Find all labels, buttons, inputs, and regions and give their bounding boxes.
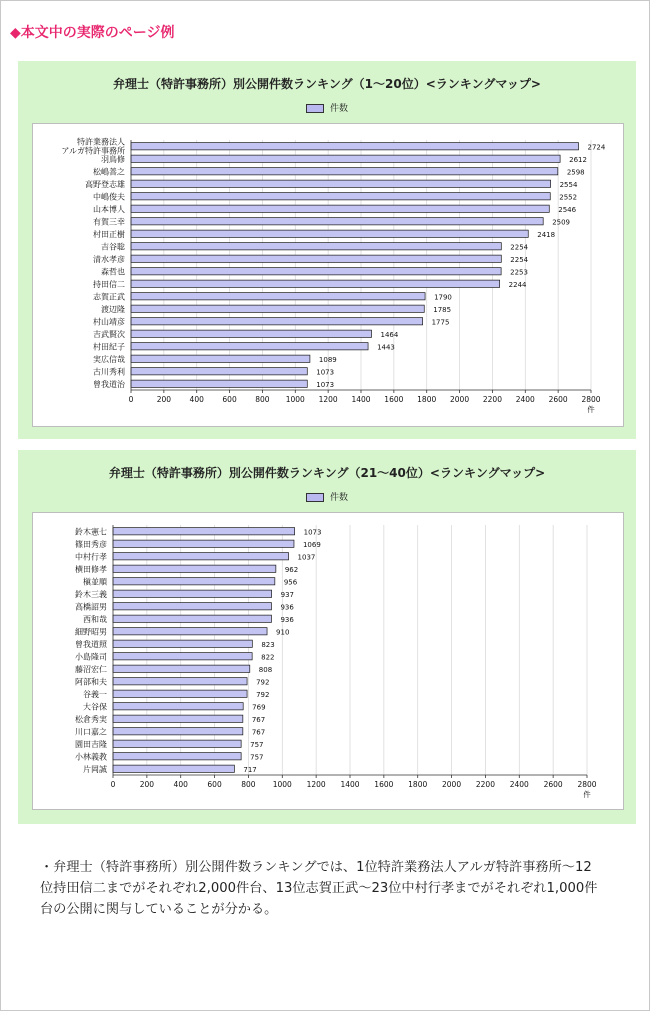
chart-panel-1 — [18, 61, 636, 439]
x-tick-label: 0 — [110, 780, 116, 789]
category-label: 細野昭男 — [75, 627, 107, 637]
category-label: 篠田秀彦 — [75, 539, 107, 549]
bar-chart-1 — [33, 124, 623, 426]
value-label: 767 — [251, 715, 266, 724]
x-tick-label: 1000 — [285, 395, 305, 404]
x-tick-label: 1600 — [384, 395, 404, 404]
bar — [113, 753, 241, 760]
chart-title-1: 弁理士（特許事務所）別公開件数ランキング（1～20位）<ランキングマップ> — [113, 77, 541, 91]
bar — [131, 218, 543, 225]
category-label: 有賀三幸 — [93, 217, 125, 227]
x-tick-label: 1800 — [408, 780, 428, 789]
category-label: 羽鳥修 — [101, 154, 125, 164]
x-tick-label: 1600 — [374, 780, 394, 789]
x-tick-label: 2200 — [475, 780, 495, 789]
value-label: 2546 — [558, 205, 577, 214]
bar — [113, 665, 250, 672]
chart-legend-2 — [18, 490, 636, 503]
category-label: 鈴木憲七 — [75, 527, 107, 537]
x-tick-label: 2600 — [548, 395, 568, 404]
x-tick-label: 2400 — [509, 780, 529, 789]
bar — [113, 653, 252, 660]
bar — [131, 343, 368, 350]
value-label: 769 — [252, 703, 266, 712]
category-label: 村田正樹 — [93, 229, 125, 239]
value-label: 936 — [280, 603, 294, 612]
category-label-line-2: アルガ特許事務所 — [61, 146, 125, 156]
value-label: 2554 — [559, 180, 578, 189]
x-tick-label: 1400 — [340, 780, 360, 789]
x-tick-label: 200 — [139, 780, 155, 789]
x-tick-label: 600 — [222, 395, 237, 404]
category-label: 中嶋俊夫 — [93, 192, 125, 202]
value-label: 2244 — [508, 280, 527, 289]
value-label: 823 — [261, 640, 275, 649]
value-label: 2552 — [559, 193, 578, 202]
bar — [131, 193, 550, 200]
value-label: 1069 — [302, 540, 321, 549]
category-label: 実広信哉 — [93, 354, 125, 364]
value-label: 937 — [280, 590, 294, 599]
value-label: 757 — [250, 753, 264, 762]
x-tick-label: 0 — [128, 395, 134, 404]
category-label: 西和哉 — [83, 614, 107, 624]
category-label: 清水孝彦 — [93, 254, 125, 264]
x-axis-unit: 件 — [583, 790, 591, 799]
category-label: 小島隆司 — [75, 652, 107, 662]
category-label: 阿部和夫 — [75, 677, 107, 687]
x-tick-label: 2000 — [450, 395, 470, 404]
category-label: 川口嘉之 — [75, 727, 107, 737]
bar — [113, 690, 247, 697]
x-tick-label: 2200 — [482, 395, 502, 404]
value-label: 1037 — [297, 553, 316, 562]
summary-note: ・弁理士（特許事務所）別公開件数ランキングでは、1位特許業務法人アルガ特許事務所～12位持田信二までがそれぞれ2,000件台、13位志賀正武～23位中村行孝までがそれぞれ1,000件台の公開に関与していることが分かる。 — [40, 860, 598, 917]
bar — [131, 318, 423, 325]
bar — [113, 740, 241, 747]
x-tick-label: 1200 — [318, 395, 338, 404]
category-label: 古川秀利 — [93, 367, 125, 377]
category-label: 小林義教 — [75, 752, 107, 762]
category-label: 片岡誠 — [83, 764, 107, 774]
category-label: 横田修孝 — [75, 564, 107, 574]
value-label: 2509 — [552, 218, 571, 227]
bar — [131, 230, 528, 237]
bar — [113, 628, 267, 635]
legend-swatch-2 — [306, 493, 324, 502]
x-tick-label: 2600 — [543, 780, 563, 789]
value-label: 2254 — [510, 255, 529, 264]
bar — [131, 305, 424, 312]
value-label: 1073 — [303, 528, 322, 537]
value-label: 936 — [280, 615, 294, 624]
bar — [113, 640, 252, 647]
bar — [113, 715, 243, 722]
bar — [113, 615, 271, 622]
category-label: 森哲也 — [101, 267, 125, 277]
value-label: 962 — [284, 565, 299, 574]
value-label: 808 — [258, 665, 273, 674]
value-label: 2418 — [537, 230, 556, 239]
bar — [113, 540, 294, 547]
x-tick-label: 600 — [207, 780, 222, 789]
bar — [113, 603, 271, 610]
bar — [131, 330, 372, 337]
category-label: 村田紀子 — [93, 342, 125, 352]
x-axis-unit: 件 — [587, 405, 595, 414]
category-label: 槇並順 — [83, 577, 107, 587]
bar — [113, 553, 289, 560]
x-tick-label: 2000 — [442, 780, 462, 789]
bar — [131, 205, 549, 212]
bar — [113, 578, 275, 585]
value-label: 1785 — [433, 305, 452, 314]
category-label: 園田吉隆 — [75, 739, 107, 749]
category-label: 渡辺隆 — [101, 304, 125, 314]
bar — [131, 143, 579, 150]
bar — [131, 243, 501, 250]
value-label: 717 — [243, 765, 257, 774]
value-label: 1775 — [431, 318, 450, 327]
bar — [113, 703, 243, 710]
category-label: 高野登志雄 — [85, 179, 125, 189]
category-label: 松倉秀実 — [75, 714, 107, 724]
value-label: 822 — [261, 653, 275, 662]
category-label: 曾我道治 — [93, 379, 125, 389]
category-label: 吉武賢次 — [93, 329, 125, 339]
category-label: 山本博人 — [93, 204, 125, 214]
value-label: 2253 — [510, 268, 528, 277]
x-tick-label: 2800 — [577, 780, 597, 789]
category-label-line-1: 特許業務法人 — [77, 137, 125, 147]
category-label: 鈴木三義 — [75, 589, 107, 599]
value-label: 910 — [276, 628, 290, 637]
category-label: 志賀正武 — [93, 292, 125, 302]
chart-panel-2 — [18, 450, 636, 824]
category-label: 松嶋善之 — [93, 167, 125, 177]
x-tick-label: 400 — [173, 780, 188, 789]
x-tick-label: 400 — [189, 395, 204, 404]
category-label: 藤沼宏仁 — [75, 664, 107, 674]
section-heading: ◆本文中の実際のページ例 — [10, 25, 175, 41]
value-label: 767 — [251, 728, 266, 737]
chart-title-2: 弁理士（特許事務所）別公開件数ランキング（21～40位）<ランキングマップ> — [108, 466, 546, 480]
value-label: 792 — [256, 690, 270, 699]
x-tick-label: 1000 — [272, 780, 292, 789]
value-label: 2612 — [569, 155, 587, 164]
category-label: 大谷保 — [83, 702, 107, 712]
legend-swatch-1 — [306, 104, 324, 113]
category-label: 吉谷聡 — [101, 242, 125, 252]
bar — [131, 168, 558, 175]
category-label: 村山靖彦 — [93, 317, 125, 327]
bar — [131, 255, 501, 262]
value-label: 1443 — [377, 343, 395, 352]
x-tick-label: 1800 — [417, 395, 437, 404]
x-tick-label: 2400 — [515, 395, 535, 404]
bar — [113, 590, 272, 597]
value-label: 956 — [283, 578, 298, 587]
legend-label-2: 件数 — [329, 493, 348, 503]
x-tick-label: 2800 — [581, 395, 601, 404]
value-label: 2598 — [566, 168, 585, 177]
bar — [131, 180, 551, 187]
value-label: 1790 — [434, 293, 452, 302]
x-tick-label: 800 — [241, 780, 256, 789]
bar — [113, 528, 295, 535]
bar — [131, 268, 501, 275]
category-label: 曾我道照 — [75, 639, 107, 649]
chart-plot-area-2 — [32, 512, 624, 810]
value-label: 2724 — [587, 143, 606, 152]
value-label: 1073 — [316, 368, 335, 377]
bar — [131, 293, 425, 300]
x-tick-label: 800 — [255, 395, 270, 404]
chart-plot-area-1 — [32, 123, 624, 427]
bar — [131, 355, 310, 362]
value-label: 757 — [250, 740, 264, 749]
bar-chart-2 — [33, 513, 623, 809]
bar — [131, 155, 560, 162]
value-label: 792 — [256, 678, 270, 687]
bar — [131, 368, 307, 375]
bar — [131, 280, 500, 287]
value-label: 1073 — [316, 380, 335, 389]
bar — [113, 565, 276, 572]
x-tick-label: 1400 — [351, 395, 371, 404]
bar — [131, 380, 307, 387]
bar — [113, 678, 247, 685]
bar — [113, 728, 243, 735]
value-label: 1089 — [318, 355, 337, 364]
value-label: 2254 — [510, 243, 529, 252]
x-tick-label: 1200 — [306, 780, 326, 789]
legend-label-1: 件数 — [329, 104, 348, 114]
value-label: 1464 — [380, 330, 399, 339]
category-label: 谷義一 — [83, 689, 107, 699]
category-label: 高橋詔男 — [75, 602, 107, 612]
category-label: 持田信二 — [93, 279, 125, 289]
chart-legend-1 — [18, 101, 636, 114]
x-tick-label: 200 — [156, 395, 172, 404]
category-label: 中村行孝 — [75, 552, 107, 562]
bar — [113, 765, 234, 772]
